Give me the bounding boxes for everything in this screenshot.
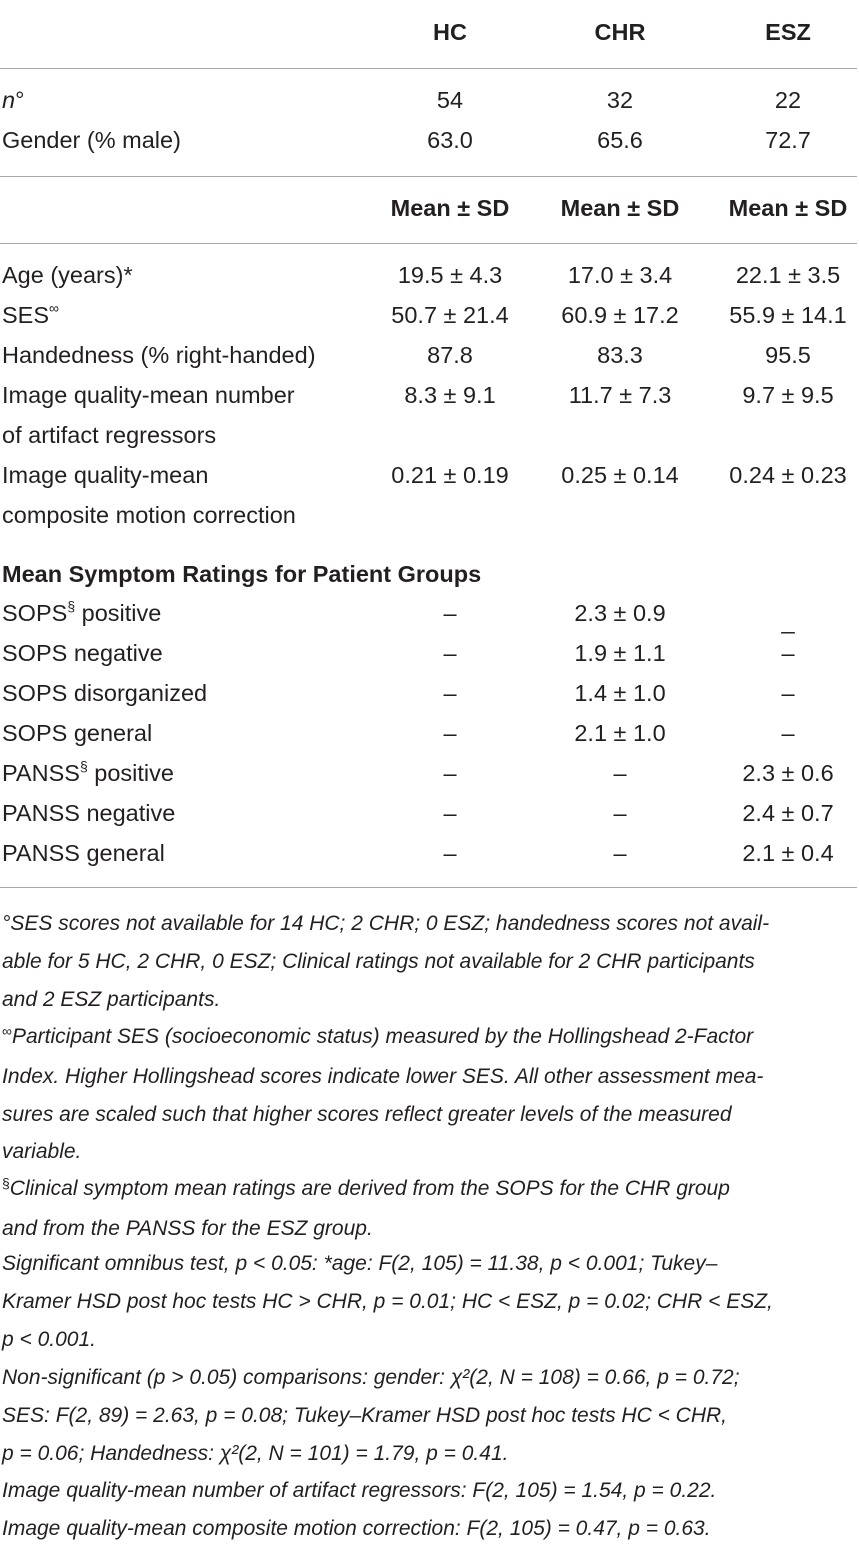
- footnote-clinical: §Clinical symptom mean ratings are derived from the SOPS for the CHR group and from the PANSS for the ESZ group.: [2, 1175, 730, 1240]
- row-label: PANSS§ positive: [2, 758, 174, 786]
- column-header-row: [0, 12, 859, 52]
- divider: [0, 243, 857, 244]
- cell-hc: 87.8: [427, 342, 473, 368]
- row-label: n°: [2, 87, 25, 113]
- cell-esz: –: [781, 680, 795, 706]
- cell-esz: 72.7: [765, 127, 811, 153]
- cell-esz: 95.5: [765, 342, 811, 368]
- table-row: [0, 255, 859, 295]
- cell-hc: –: [443, 840, 457, 866]
- cell-chr: 17.0 ± 3.4: [567, 262, 673, 288]
- stat-header-esz: Mean ± SD: [728, 195, 848, 221]
- row-label: SOPS§ positive: [2, 598, 162, 626]
- cell-hc: 63.0: [427, 127, 473, 153]
- table-row: [0, 673, 859, 713]
- column-header-chr: CHR: [594, 19, 646, 45]
- row-label: SOPS general: [2, 720, 153, 746]
- cell-esz: _: [781, 608, 795, 634]
- cell-esz: 55.9 ± 14.1: [729, 302, 847, 328]
- cell-chr: 1.9 ± 1.1: [574, 640, 666, 666]
- cell-hc: –: [443, 640, 457, 666]
- divider: [0, 887, 857, 888]
- section-footnote-mark: §: [2, 1175, 10, 1191]
- table-row: [0, 833, 859, 873]
- cell-hc: –: [443, 600, 457, 626]
- footnote-non-significant: Non-significant (p > 0.05) comparisons: gender: χ²(2, N = 108) = 0.66, p = 0.72; SES: F(2, 89) = 2.63, p = 0.08; Tukey–Kramer HSD post hoc tests HC < CHR, p = 0.06; Handedness: χ²(2, N = 101) = 1.79, p = 0.41.: [2, 1366, 740, 1465]
- cell-esz: 9.7 ± 9.5: [742, 382, 834, 408]
- cell-chr: 83.3: [597, 342, 643, 368]
- cell-chr: 2.1 ± 1.0: [574, 720, 666, 746]
- table-row: [0, 753, 859, 793]
- cell-chr: 2.3 ± 0.9: [574, 600, 666, 626]
- table-row: [0, 375, 859, 415]
- footnote-missing-data: °SES scores not available for 14 HC; 2 CHR; 0 ESZ; handedness scores not avail- able for 5 HC, 2 CHR, 0 ESZ; Clinical ratings not available for 2 CHR participants and 2 ESZ participants.: [2, 912, 770, 1011]
- footnote-motion: Image quality-mean composite motion correction: F(2, 105) = 0.47, p = 0.63.: [2, 1517, 711, 1540]
- cell-hc: –: [443, 680, 457, 706]
- table-row: [0, 335, 859, 375]
- section-title: Mean Symptom Ratings for Patient Groups: [2, 561, 482, 587]
- cell-chr: 32: [606, 87, 634, 113]
- column-header-hc: HC: [433, 19, 467, 45]
- cell-chr: –: [613, 840, 627, 866]
- divider: [0, 176, 857, 177]
- divider: [0, 68, 857, 69]
- section-footnote-mark: §: [79, 758, 88, 774]
- cell-hc: –: [443, 800, 457, 826]
- infinity-footnote-mark: ∞: [2, 1023, 12, 1039]
- cell-esz: 22: [774, 87, 802, 113]
- table-row: [0, 80, 859, 120]
- cell-hc: –: [443, 720, 457, 746]
- table-row-continuation: [0, 415, 859, 455]
- cell-chr: 65.6: [597, 127, 643, 153]
- row-label: Handedness (% right-handed): [2, 342, 316, 368]
- row-label: PANSS general: [2, 840, 165, 866]
- row-label: PANSS negative: [2, 800, 176, 826]
- footnote-significant: Significant omnibus test, p < 0.05: *age: F(2, 105) = 11.38, p < 0.001; Tukey– Kramer HSD post hoc tests HC > CHR, p = 0.01; HC < ESZ, p = 0.02; CHR < ESZ, p < 0.001.: [2, 1252, 773, 1351]
- cell-esz: 2.1 ± 0.4: [742, 840, 834, 866]
- row-label: of artifact regressors: [2, 422, 217, 448]
- cell-chr: –: [613, 800, 627, 826]
- cell-esz: 0.24 ± 0.23: [729, 462, 847, 488]
- table-row-continuation: [0, 495, 859, 535]
- row-label: Image quality-mean number: [2, 382, 295, 408]
- table-row: [0, 713, 859, 753]
- cell-hc: 0.21 ± 0.19: [391, 462, 509, 488]
- cell-esz: –: [781, 640, 795, 666]
- cell-chr: 0.25 ± 0.14: [561, 462, 679, 488]
- row-label: Gender (% male): [2, 127, 181, 153]
- cell-chr: 11.7 ± 7.3: [568, 382, 672, 408]
- cell-hc: –: [443, 760, 457, 786]
- column-header-esz: ESZ: [765, 19, 811, 45]
- row-label: Age (years)*: [2, 262, 133, 288]
- cell-esz: 22.1 ± 3.5: [735, 262, 841, 288]
- cell-hc: 19.5 ± 4.3: [397, 262, 503, 288]
- footnote-ses: ∞Participant SES (socioeconomic status) measured by the Hollingshead 2-Factor Index. Higher Hollingshead scores indicate lower SES. All other assessment mea- sures are scaled such that higher scores reflect greater levels of the measured variable.: [2, 1023, 764, 1164]
- table-row: [0, 295, 859, 335]
- table-row: [0, 633, 859, 673]
- cell-hc: 50.7 ± 21.4: [391, 302, 509, 328]
- row-label: SES∞: [2, 300, 60, 328]
- cell-hc: 8.3 ± 9.1: [404, 382, 496, 408]
- table-row: [0, 455, 859, 495]
- cell-chr: 1.4 ± 1.0: [574, 680, 666, 706]
- row-label: Image quality-mean: [2, 462, 209, 488]
- row-label: SOPS negative: [2, 640, 163, 666]
- cell-esz: 2.4 ± 0.7: [742, 800, 834, 826]
- stat-header-chr: Mean ± SD: [560, 195, 680, 221]
- stat-header-hc: Mean ± SD: [390, 195, 510, 221]
- cell-esz: 2.3 ± 0.6: [742, 760, 834, 786]
- cell-esz: –: [781, 720, 795, 746]
- infinity-footnote-mark: ∞: [49, 300, 60, 316]
- table-row: [0, 593, 859, 633]
- stat-header-row: [0, 188, 859, 228]
- footnote-artifact: Image quality-mean number of artifact regressors: F(2, 105) = 1.54, p = 0.22.: [2, 1479, 717, 1502]
- cell-chr: –: [613, 760, 627, 786]
- table-row: [0, 120, 859, 160]
- row-label: SOPS disorganized: [2, 680, 208, 706]
- section-footnote-mark: §: [67, 598, 76, 614]
- cell-hc: 54: [436, 87, 464, 113]
- row-label: composite motion correction: [2, 502, 296, 528]
- cell-chr: 60.9 ± 17.2: [561, 302, 679, 328]
- table-row: [0, 793, 859, 833]
